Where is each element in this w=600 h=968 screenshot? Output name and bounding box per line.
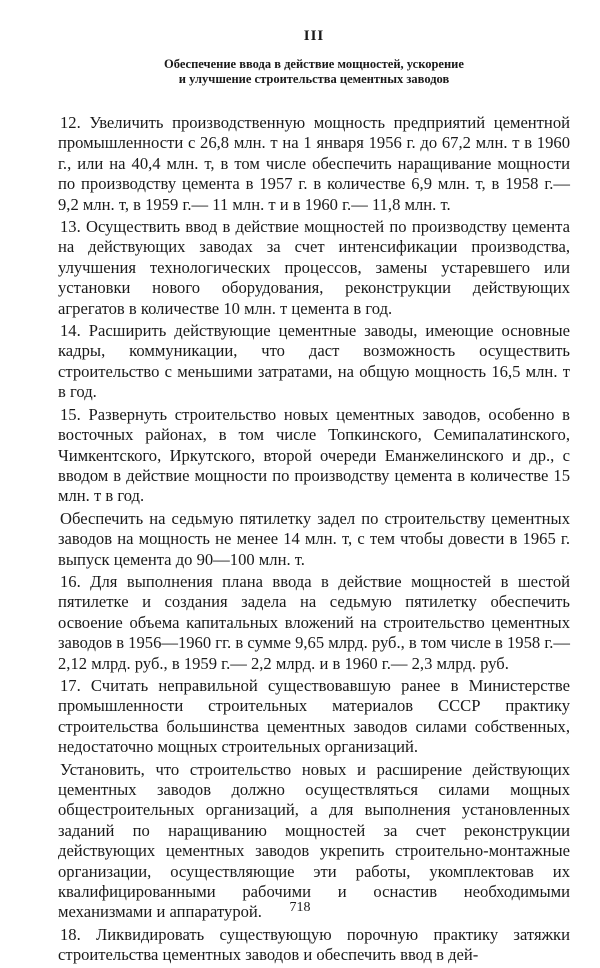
paragraph-15-continuation: Обеспечить на седьмую пятилетку задел по строительству цементных заводов на мощность не менее 14 млн. т, с тем чтобы довести в 1965 г. выпуск цемента до 90—100 млн. т. — [58, 508, 570, 569]
document-page — [58, 28, 570, 968]
paragraph-13: 13. Осуществить ввод в действие мощностей по производству цемента на действующих заводах за счет интенсификации производства, улучшения технологических процессов, замены устаревшего или установки нового оборудования, реконструкции действующих агрегатов в количестве 10 млн. т цемента в год. — [58, 217, 570, 318]
paragraph-15: 15. Развернуть строительство новых цементных заводов, особенно в восточных районах, в том числе Топкинского, Семипалатинского, Чимкентского, Иркутского, второй очереди Еманжелинского и др., с вводом в действие мощности по производству цемента в количестве 15 млн. т в год. — [58, 404, 570, 506]
paragraph-12: 12. Увеличить производственную мощность предприятий цементной промышленности с 26,8 млн. т на 1 января 1956 г. до 67,2 млн. т в 1960 г., или на 40,4 млн. т, в том числе обеспечить наращивание мощности по производству цемента в 1957 г. в количестве 6,9 млн. т, в 1958 г.— 9,2 млн. т, в 1959 г.— 11 млн. т и в 1960 г.— 11,8 млн. т. — [58, 113, 570, 214]
section-number: III — [303, 28, 325, 44]
page-number: 718 — [289, 900, 311, 915]
paragraph-17-continuation: Установить, что строительство новых и расширение действующих цементных заводов должно осуществляться силами мощных общестроительных организаций, а для выполнения установленных заданий по наращиванию мощностей за счет реконструкции действующих цементных заводов укрепить строительно-монтажные организации, осуществляющие эти работы, укомплектовав их квалифицированными рабочими и оснастив необходимыми механизмами и аппаратурой. — [58, 759, 570, 922]
section-title-line: и улучшение строительства цементных заводов — [178, 72, 450, 86]
section-title-line: Обеспечение ввода в действие мощностей, ускорение — [164, 57, 464, 71]
section-title — [58, 57, 570, 87]
paragraph-16: 16. Для выполнения плана ввода в действие мощностей в шестой пятилетке и создания задела на седьмую пятилетку обеспечить освоение объема капитальных вложений на строительство цементных заводов в 1956—1960 гг. в сумме 9,65 млрд. руб., в том числе в 1958 г.— 2,12 млрд. руб., в 1959 г.— 2,2 млрд. и в 1960 г.— 2,3 млрд. руб. — [58, 571, 570, 673]
paragraph-14: 14. Расширить действующие цементные заводы, имеющие основные кадры, коммуникации, что даст возможность осуществить строительство с меньшими затратами, на общую мощность 16,5 млн. т в год. — [58, 321, 570, 402]
paragraph-17: 17. Считать неправильной существовавшую ранее в Министерстве промышленности строительных материалов СССР практику строительства большинства цементных заводов силами собственных, недостаточно мощных строительных организаций. — [58, 675, 570, 757]
paragraph-18: 18. Ликвидировать существующую порочную практику затяжки строительства цементных заводов и обеспечить ввод в дей- — [58, 924, 570, 965]
